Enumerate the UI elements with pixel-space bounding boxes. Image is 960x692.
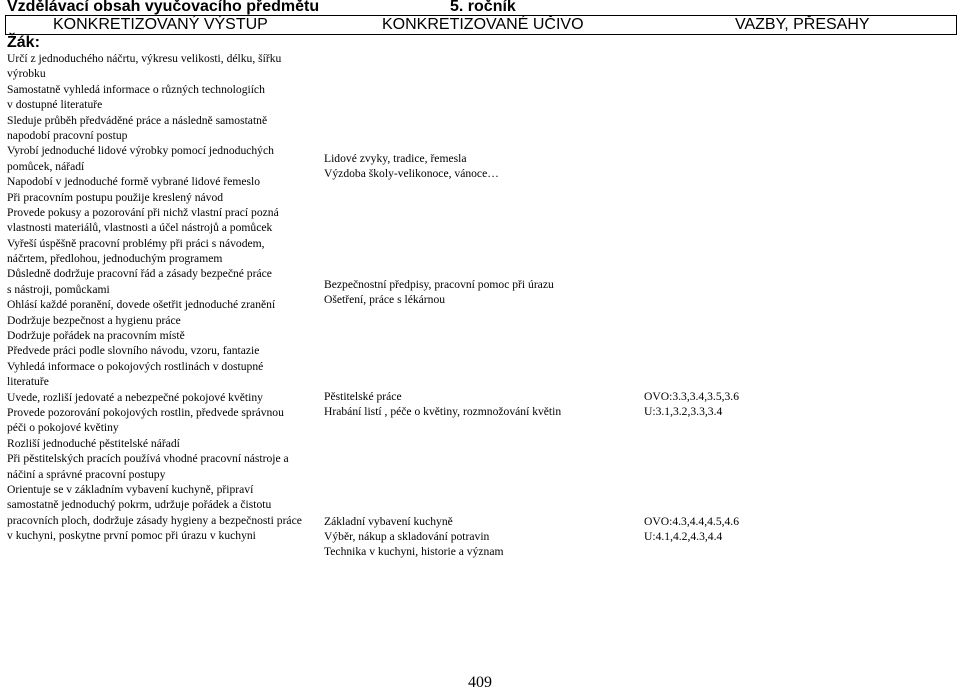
output-line: Sleduje průběh předváděné práce a následně samostatně (7, 113, 268, 127)
page-title: Vzdělávací obsah vyučovacího předmětu (7, 0, 320, 15)
output-line: Určí z jednoduchého náčrtu, výkresu velikosti, délku, šířku (7, 52, 282, 65)
output-line: pracovních ploch, dodržuje zásady hygieny a bezpečnosti práce (7, 513, 302, 527)
links-block-gardening (644, 389, 739, 419)
output-line: Předvede práci podle slovního návodu, vzoru, fantazie (7, 344, 260, 358)
curriculum-item: Ošetření, práce s lékárnou (324, 293, 446, 306)
column-header-row (5, 15, 957, 35)
output-line: Rozliší jednoduché pěstitelské nářadí (7, 436, 180, 450)
output-line: Při pěstitelských pracích používá vhodné pracovní nástroje a (7, 452, 289, 466)
output-line: Dodržuje bezpečnost a hygienu práce (7, 313, 181, 327)
link-code: U:3.1,3.2,3.3,3.4 (644, 405, 723, 418)
curriculum-block-kitchen (324, 514, 503, 559)
output-line: Při pracovním postupu použije kreslený návod (7, 190, 224, 204)
output-line: Důsledně dodržuje pracovní řád a zásady bezpečné práce (7, 267, 272, 281)
curriculum-item: Hrabání listí , péče o květiny, rozmnožování květin (324, 405, 562, 418)
curriculum-block-safety (324, 277, 554, 307)
output-line: péči o pokojové květiny (7, 421, 119, 435)
header-title-row (5, 0, 957, 16)
output-line: Ohlásí každé poranění, dovede ošetřit jednoduché zranění (7, 298, 276, 312)
output-line: Vyhledá informace o pokojových rostlinách v dostupné (7, 359, 264, 373)
output-line: vlastnosti materiálů, vlastnosti a účel nástrojů a pomůcek (7, 221, 273, 235)
curriculum-item: Základní vybavení kuchyně (324, 515, 453, 528)
output-line: Vyrobí jednoduché lidové výrobky pomocí jednoduchých (7, 144, 274, 158)
link-code: OVO:3.3,3.4,3.5,3.6 (644, 390, 740, 403)
curriculum-item: Bezpečnostní předpisy, pracovní pomoc při úrazu (324, 278, 554, 291)
column-header-curriculum: KONKRETIZOVANÉ UČIVO (382, 16, 584, 33)
output-line: literatuře (7, 375, 49, 389)
curriculum-item: Výzdoba školy-velikonoce, vánoce… (324, 167, 499, 180)
page-number: 409 (468, 674, 492, 691)
table-border-right (956, 15, 957, 34)
output-line: s nástroji, pomůckami (7, 282, 110, 296)
output-line: Dodržuje pořádek na pracovním místě (7, 329, 185, 343)
output-line: výrobku (7, 67, 46, 81)
output-line: v kuchyni, poskytne první pomoc při úrazu v kuchyni (7, 529, 256, 543)
output-line: pomůcek, nářadí (7, 159, 85, 173)
output-line: v dostupné literatuře (7, 98, 103, 112)
output-line: napodobí pracovní postup (7, 128, 128, 142)
curriculum-block-folk (324, 151, 499, 181)
output-line: Provede pozorování pokojových rostlin, předvede správnou (7, 405, 284, 419)
output-line: Napodobí v jednoduché formě vybrané lidové řemeslo (7, 175, 261, 189)
curriculum-block-gardening (324, 389, 561, 419)
grade-label: 5. ročník (450, 0, 516, 15)
output-line: Orientuje se v základním vybavení kuchyně, připraví (7, 482, 254, 496)
link-code: OVO:4.3,4.4,4.5,4.6 (644, 515, 740, 528)
output-line: Provede pokusy a pozorování při nichž vlastní prací pozná (7, 205, 279, 219)
link-code: U:4.1,4.2,4.3,4.4 (644, 530, 723, 543)
column-header-outputs: KONKRETIZOVANÝ VÝSTUP (53, 16, 268, 33)
curriculum-item: Pěstitelské práce (324, 390, 402, 403)
curriculum-item: Lidové zvyky, tradice, řemesla (324, 152, 467, 165)
links-block-kitchen (644, 514, 739, 544)
outputs-column (7, 51, 302, 544)
curriculum-item: Výběr, nákup a skladování potravin (324, 530, 490, 543)
student-label: Žák: (7, 34, 40, 51)
output-line: samostatně jednoduchý pokrm, udržuje pořádek a čistotu (7, 498, 272, 512)
output-line: náčrtem, předlohou, jednoduchým programem (7, 252, 223, 266)
output-line: náčiní a správné pracovní postupy (7, 467, 166, 481)
output-line: Uvede, rozliší jedovaté a nebezpečné pokojové květiny (7, 390, 263, 404)
curriculum-item: Technika v kuchyni, historie a význam (324, 545, 504, 558)
table-border-left (5, 15, 6, 34)
column-header-links: VAZBY, PŘESAHY (735, 16, 870, 33)
output-line: Samostatně vyhledá informace o různých technologiích (7, 82, 265, 96)
output-line: Vyřeší úspěšně pracovní problémy při práci s návodem, (7, 236, 265, 250)
